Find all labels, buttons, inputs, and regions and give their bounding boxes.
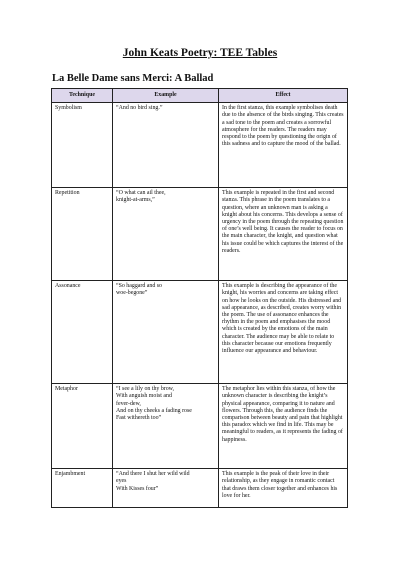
table-header-row [52,89,348,103]
technique-cell: Repetition [52,188,113,281]
table-row [52,103,348,188]
document-title: John Keats Poetry: TEE Tables [122,47,278,59]
technique-cell: Metaphor [52,384,113,469]
example-cell: “O what can ail thee, knight-at-arms,” [113,188,219,281]
effect-cell: This example is repeated in the first and second stanza. This phrase in the poem translates to a question, where an unknown man is asking a knight about his concerns. This develops a sense of urgency in the poem through the repeating question of one’s well being. It causes the reader to focus on the main character, the knight, and question what his issue could be which captures the interest of the readers. [219,188,348,281]
poem-subtitle: La Belle Dame sans Merci: A Ballad [52,73,214,84]
example-cell: “And there I shut her wild wild eyes With Kisses four” [113,469,219,508]
technique-cell: Enjambment [52,469,113,508]
example-cell: “And no bird sing.” [113,103,219,188]
table-row [52,281,348,384]
header-example: Example [113,89,219,103]
effect-cell: In the first stanza, this example symbolises death due to the absence of the birds singing. This creates a sad tone to the poem and creates a sorrowful atmosphere for the readers. The readers may respond to the poem by questioning the origin of this sadness and to capture the mood of the ballad. [219,103,348,188]
technique-cell: Assonance [52,281,113,384]
effect-cell: This example is the peak of their love in their relationship, as they engage in romantic contact that draws them closer together and enhances his love for her. [219,469,348,508]
technique-cell: Symbolism [52,103,113,188]
effect-cell: The metaphor lies within this stanza, of how the unknown character is describing the knight’s physical appearance, comparing it to nature and flowers. Through this, the audience finds the comparison between beauty and pain that highlight this paradox which we find in life. This may be meaningful to readers, as it represents the fading of happiness. [219,384,348,469]
example-cell: “So haggard and so woe-begone” [113,281,219,384]
table-row [52,188,348,281]
effect-cell: This example is describing the appearance of the knight, his worries and concerns are taking effect on how he looks on the outside. His distressed and sad appearance, as described, creates worry within the poem. The use of assonance enhances the rhythm in the poem and emphasises the mood which is created by the emotions of the main character. The audience may be able to relate to this character because our emotions frequently influence our appearance and behaviour. [219,281,348,384]
example-cell: “I see a lily on thy brow, With anguish moist and fever-dew, And on thy cheeks a fading rose Fast withereth too” [113,384,219,469]
header-technique: Technique [52,89,113,103]
tee-table [51,88,348,508]
header-effect: Effect [219,89,348,103]
table-row [52,469,348,508]
table-row [52,384,348,469]
